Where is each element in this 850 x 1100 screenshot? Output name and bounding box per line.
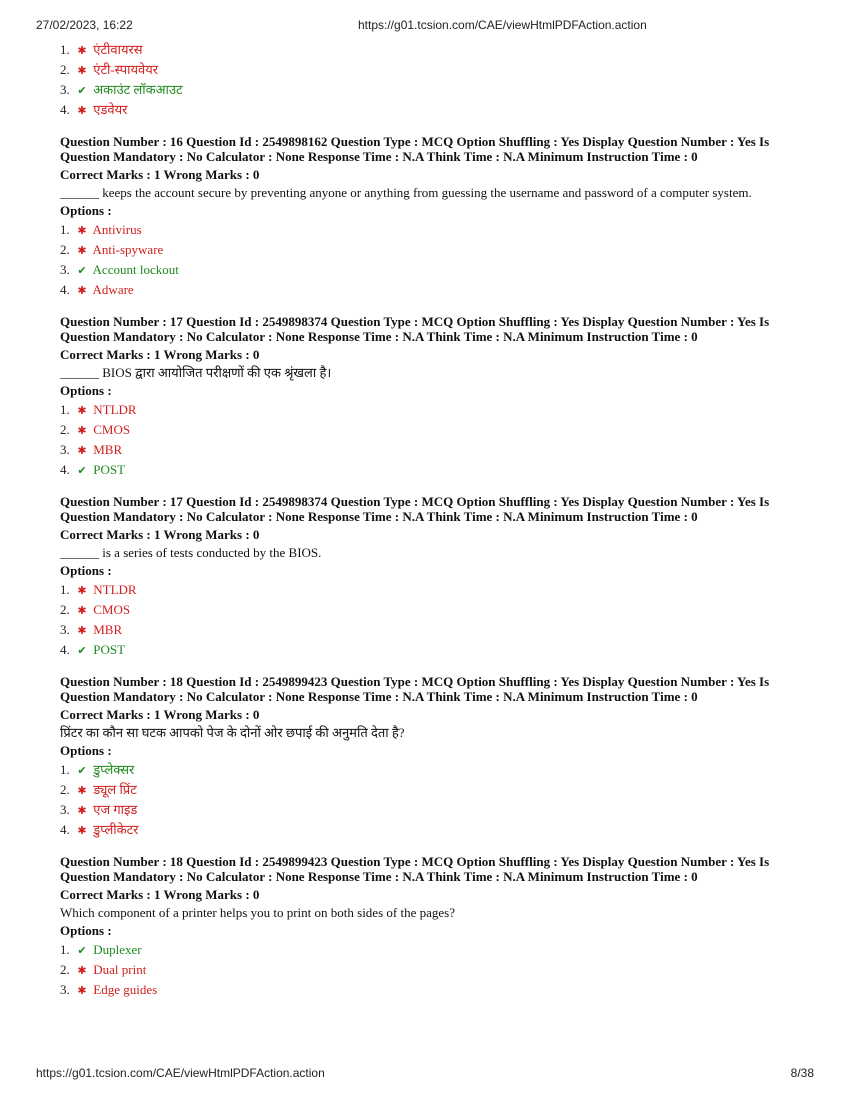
option-item xyxy=(60,60,795,80)
option-text: एंटी-स्पायवेयर xyxy=(93,62,159,77)
option-item xyxy=(60,220,795,240)
option-item xyxy=(60,100,795,120)
cross-icon: ✱ xyxy=(77,585,87,597)
question-text: Which component of a printer helps you to print on both sides of the pages? xyxy=(60,905,455,920)
option-text: डुप्लीकेटर xyxy=(93,822,139,837)
option-number: 1. xyxy=(60,582,70,597)
option-text: POST xyxy=(93,642,126,657)
option-text: डुप्लेक्सर xyxy=(93,762,135,777)
option-number: 3. xyxy=(60,802,70,817)
question-text: ______ keeps the account secure by preventing anyone or anything from guessing the username and password of a computer system. xyxy=(60,185,752,200)
option-number: 3. xyxy=(60,622,70,637)
question-meta: Question Number : 17 Question Id : 2549898374 Question Type : MCQ Option Shuffling : Yes Display Question Number : Yes Is Question Mandatory : No Calculator : None Response Time : N.A Think Time : N.A Minimum Instruction Time : 0 xyxy=(60,494,770,524)
option-text: MBR xyxy=(93,442,123,457)
option-number: 2. xyxy=(60,62,70,77)
option-number: 2. xyxy=(60,962,70,977)
question-block xyxy=(60,494,795,660)
option-number: 1. xyxy=(60,222,70,237)
cross-icon: ✱ xyxy=(77,965,87,977)
cross-icon: ✱ xyxy=(77,805,87,817)
option-item xyxy=(60,980,795,1000)
option-item xyxy=(60,940,795,960)
option-item xyxy=(60,800,795,820)
option-number: 1. xyxy=(60,42,70,57)
question-marks: Correct Marks : 1 Wrong Marks : 0 xyxy=(60,527,260,542)
question-marks: Correct Marks : 1 Wrong Marks : 0 xyxy=(60,167,260,182)
cross-icon: ✱ xyxy=(77,285,87,297)
option-number: 4. xyxy=(60,282,70,297)
print-header xyxy=(36,18,814,34)
cross-icon: ✱ xyxy=(77,825,87,837)
question-text: ______ BIOS द्वारा आयोजित परीक्षणों की एक श्रृंखला है। xyxy=(60,365,332,380)
cross-icon: ✱ xyxy=(77,605,87,617)
cross-icon: ✱ xyxy=(77,625,87,637)
question-meta: Question Number : 17 Question Id : 2549898374 Question Type : MCQ Option Shuffling : Yes Display Question Number : Yes Is Question Mandatory : No Calculator : None Response Time : N.A Think Time : N.A Minimum Instruction Time : 0 xyxy=(60,314,770,344)
option-number: 1. xyxy=(60,402,70,417)
option-item xyxy=(60,760,795,780)
option-item xyxy=(60,640,795,660)
question-meta: Question Number : 18 Question Id : 2549899423 Question Type : MCQ Option Shuffling : Yes Display Question Number : Yes Is Question Mandatory : No Calculator : None Response Time : N.A Think Time : N.A Minimum Instruction Time : 0 xyxy=(60,854,770,884)
top-options-list xyxy=(60,40,795,120)
page-number: 8/38 xyxy=(790,1066,814,1080)
option-text: Account lockout xyxy=(92,262,179,277)
question-marks: Correct Marks : 1 Wrong Marks : 0 xyxy=(60,707,260,722)
option-number: 3. xyxy=(60,82,70,97)
option-text: Adware xyxy=(92,282,134,297)
option-item xyxy=(60,780,795,800)
option-item xyxy=(60,420,795,440)
option-text: Anti-spyware xyxy=(92,242,164,257)
option-number: 2. xyxy=(60,602,70,617)
option-number: 3. xyxy=(60,982,70,997)
option-text: Edge guides xyxy=(93,982,158,997)
print-datetime: 27/02/2023, 16:22 xyxy=(36,18,133,32)
option-number: 2. xyxy=(60,242,70,257)
option-number: 4. xyxy=(60,642,70,657)
option-number: 4. xyxy=(60,822,70,837)
cross-icon: ✱ xyxy=(77,245,87,257)
cross-icon: ✱ xyxy=(77,225,87,237)
cross-icon: ✱ xyxy=(77,105,87,117)
option-number: 3. xyxy=(60,262,70,277)
option-text: NTLDR xyxy=(93,582,137,597)
option-item xyxy=(60,820,795,840)
option-number: 2. xyxy=(60,782,70,797)
option-text: ड्यूल प्रिंट xyxy=(93,782,137,797)
option-number: 4. xyxy=(60,462,70,477)
option-item xyxy=(60,440,795,460)
checkmark-icon: ✔ xyxy=(77,265,87,277)
question-meta: Question Number : 18 Question Id : 2549899423 Question Type : MCQ Option Shuffling : Yes Display Question Number : Yes Is Question Mandatory : No Calculator : None Response Time : N.A Think Time : N.A Minimum Instruction Time : 0 xyxy=(60,674,770,704)
question-block xyxy=(60,314,795,480)
option-text: अकाउंट लॉकआउट xyxy=(93,82,183,97)
question-marks: Correct Marks : 1 Wrong Marks : 0 xyxy=(60,347,260,362)
question-block xyxy=(60,674,795,840)
option-item xyxy=(60,260,795,280)
option-number: 4. xyxy=(60,102,70,117)
checkmark-icon: ✔ xyxy=(77,645,87,657)
checkmark-icon: ✔ xyxy=(77,85,87,97)
option-number: 1. xyxy=(60,942,70,957)
option-text: MBR xyxy=(93,622,123,637)
question-block xyxy=(60,134,795,300)
checkmark-icon: ✔ xyxy=(77,765,87,777)
print-footer-url: https://g01.tcsion.com/CAE/viewHtmlPDFAction.action xyxy=(36,1066,325,1080)
cross-icon: ✱ xyxy=(77,405,87,417)
option-text: Duplexer xyxy=(93,942,142,957)
options-label: Options : xyxy=(60,203,112,218)
option-text: NTLDR xyxy=(93,402,137,417)
option-text: Antivirus xyxy=(92,222,142,237)
option-number: 1. xyxy=(60,762,70,777)
option-text: एंटीवायरस xyxy=(93,42,143,57)
document-content xyxy=(60,40,795,1000)
option-item xyxy=(60,40,795,60)
option-item xyxy=(60,600,795,620)
cross-icon: ✱ xyxy=(77,425,87,437)
question-text: प्रिंटर का कौन सा घटक आपको पेज के दोनों ओर छपाई की अनुमति देता है? xyxy=(60,725,405,740)
option-item xyxy=(60,460,795,480)
option-text: Dual print xyxy=(93,962,147,977)
print-header-url: https://g01.tcsion.com/CAE/viewHtmlPDFAction.action xyxy=(358,18,647,32)
cross-icon: ✱ xyxy=(77,445,87,457)
option-item xyxy=(60,620,795,640)
option-text: POST xyxy=(93,462,126,477)
options-label: Options : xyxy=(60,383,112,398)
option-text: CMOS xyxy=(93,602,131,617)
option-text: एज गाइड xyxy=(93,802,138,817)
options-label: Options : xyxy=(60,923,112,938)
cross-icon: ✱ xyxy=(77,985,87,997)
cross-icon: ✱ xyxy=(77,65,87,77)
option-text: एडवेयर xyxy=(93,102,128,117)
question-marks: Correct Marks : 1 Wrong Marks : 0 xyxy=(60,887,260,902)
option-text: CMOS xyxy=(93,422,131,437)
cross-icon: ✱ xyxy=(77,45,87,57)
checkmark-icon: ✔ xyxy=(77,945,87,957)
option-item xyxy=(60,400,795,420)
checkmark-icon: ✔ xyxy=(77,465,87,477)
print-footer xyxy=(36,1066,814,1082)
option-item xyxy=(60,240,795,260)
question-block xyxy=(60,854,795,1000)
cross-icon: ✱ xyxy=(77,785,87,797)
question-text: ______ is a series of tests conducted by the BIOS. xyxy=(60,545,322,560)
option-number: 3. xyxy=(60,442,70,457)
option-item xyxy=(60,80,795,100)
options-label: Options : xyxy=(60,563,112,578)
option-number: 2. xyxy=(60,422,70,437)
options-label: Options : xyxy=(60,743,112,758)
question-meta: Question Number : 16 Question Id : 2549898162 Question Type : MCQ Option Shuffling : Yes Display Question Number : Yes Is Question Mandatory : No Calculator : None Response Time : N.A Think Time : N.A Minimum Instruction Time : 0 xyxy=(60,134,770,164)
option-item xyxy=(60,280,795,300)
option-item xyxy=(60,960,795,980)
option-item xyxy=(60,580,795,600)
